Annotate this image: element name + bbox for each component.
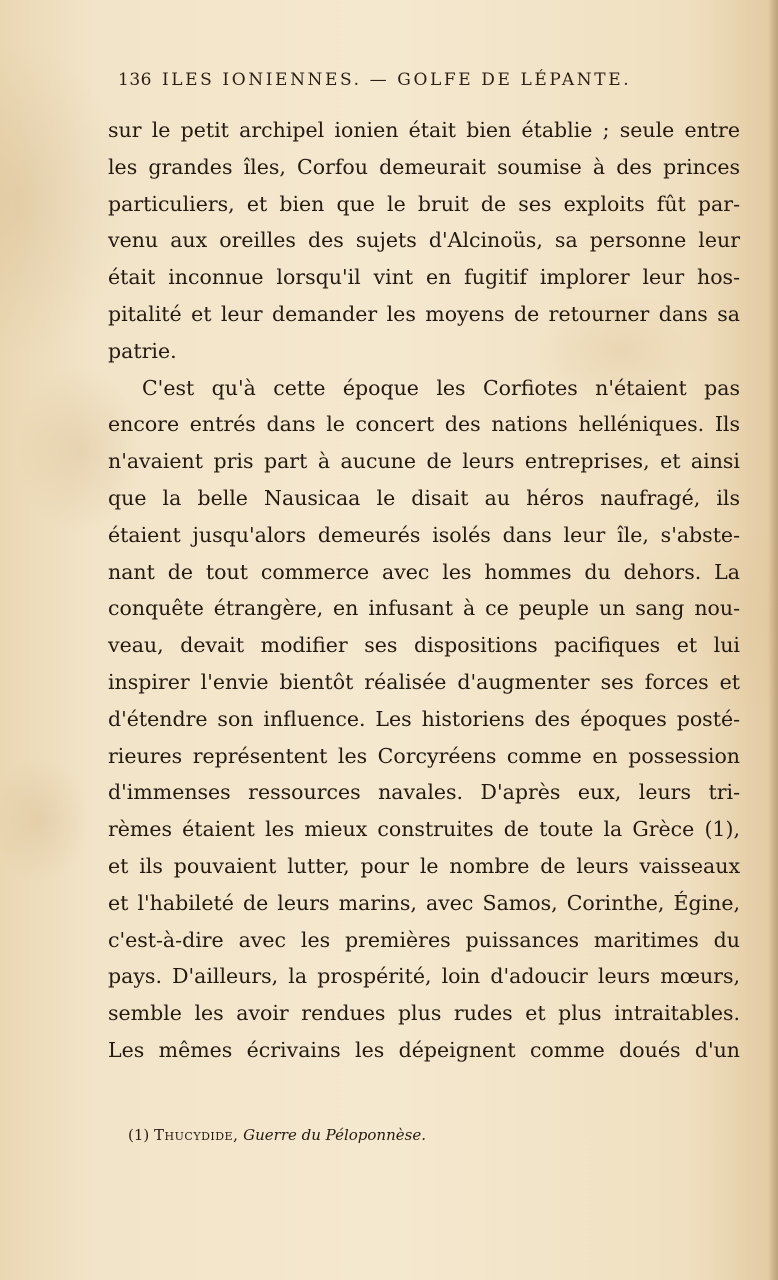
text-line: que la belle Nausicaa le disait au héros naufragé, ils <box>108 485 740 510</box>
text-line: étaient jusqu'alors demeurés isolés dans leur île, s'abste- <box>108 522 740 547</box>
footnote-work-title: Guerre du Péloponnèse. <box>243 1126 426 1144</box>
paragraph-first-line: C'est qu'à cette époque les Corfiotes n'étaient pas <box>142 375 740 400</box>
text-line: pays. D'ailleurs, la prospérité, loin d'adoucir leurs mœurs, <box>108 964 740 989</box>
text-line: et ils pouvaient lutter, pour le nombre de leurs vaisseaux <box>108 853 740 878</box>
text-line: encore entrés dans le concert des nations helléniques. Ils <box>108 412 740 437</box>
text-line: d'étendre son influence. Les historiens des époques posté- <box>108 706 740 731</box>
text-line: inspirer l'envie bientôt réalisée d'augmenter ses forces et <box>108 669 740 694</box>
text-line: patrie. <box>108 338 177 363</box>
text-line: Les mêmes écrivains les dépeignent comme doués d'un <box>108 1037 740 1062</box>
text-line: d'immenses ressources navales. D'après eux, leurs tri- <box>108 780 740 805</box>
body-text <box>108 112 740 1069</box>
text-line: pitalité et leur demander les moyens de retourner dans sa <box>108 301 740 326</box>
text-line: nant de tout commerce avec les hommes du dehors. La <box>108 559 740 584</box>
text-line: semble les avoir rendues plus rudes et plus intraitables. <box>108 1001 740 1026</box>
text-line: venu aux oreilles des sujets d'Alcinoüs, sa personne leur <box>108 228 740 253</box>
text-line: c'est-à-dire avec les premières puissances maritimes du <box>108 927 740 952</box>
text-line: rèmes étaient les mieux construites de toute la Grèce (1), <box>108 817 740 842</box>
text-line: veau, devait modifier ses dispositions pacifiques et lui <box>108 633 740 658</box>
text-line: conquête étrangère, en infusant à ce peuple un sang nou- <box>108 596 740 621</box>
text-line: n'avaient pris part à aucune de leurs entreprises, et ainsi <box>108 449 740 474</box>
text-line: était inconnue lorsqu'il vint en fugitif implorer leur hos- <box>108 265 740 290</box>
footnote-marker: (1) <box>128 1126 150 1144</box>
text-line: sur le petit archipel ionien était bien établie ; seule entre <box>108 118 740 142</box>
running-header <box>118 70 738 100</box>
page-edge-shadow <box>768 0 778 1280</box>
footnote-author: Thucydide, <box>154 1126 239 1144</box>
text-line: et l'habileté de leurs marins, avec Samos, Corinthe, Égine, <box>108 890 740 915</box>
footnote <box>128 1126 426 1144</box>
running-title: ILES IONIENNES. — GOLFE DE LÉPANTE. <box>161 70 632 90</box>
page-number: 136 <box>118 70 152 90</box>
text-line: rieures représentent les Corcyréens comme en possession <box>108 743 740 768</box>
text-line: les grandes îles, Corfou demeurait soumise à des princes <box>108 154 740 179</box>
text-line: particuliers, et bien que le bruit de ses exploits fût par- <box>108 191 740 216</box>
